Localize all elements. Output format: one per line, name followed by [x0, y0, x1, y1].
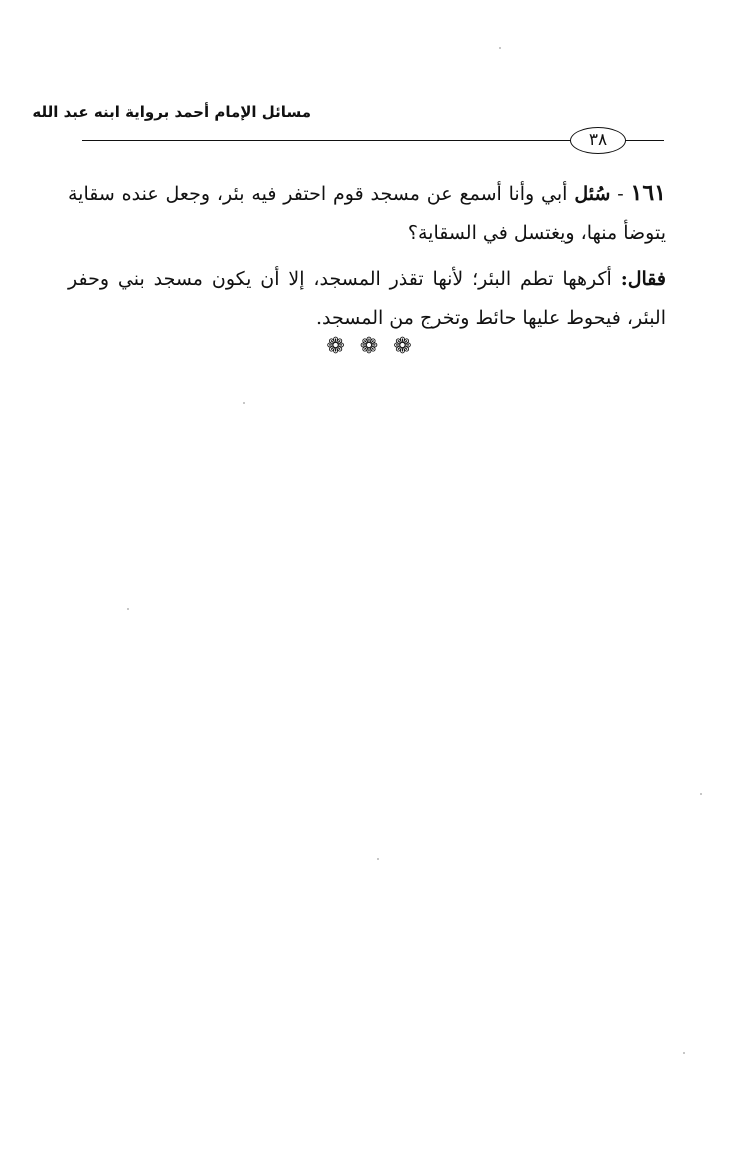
answer-text: أكرهها تطم البئر؛ لأنها تقذر المسجد، إلا أن يكون مسجد بني وحفر البئر، فيحوط عليها حائط وتخرج من المسجد. — [68, 268, 666, 329]
scan-speck — [377, 858, 379, 860]
answer-paragraph — [68, 260, 666, 338]
scan-speck — [700, 793, 702, 795]
section-divider-flowers: ❁ ❁ ❁ — [326, 334, 416, 359]
page-number: ٣٨ — [570, 127, 626, 154]
entry-number: ١٦١ — [630, 180, 666, 206]
answer-lead-word: فقال: — [620, 268, 666, 290]
question-text: أبي وأنا أسمع عن مسجد قوم احتفر فيه بئر، وجعل عنده سقاية يتوضأ منها، ويغتسل في السقاية؟ — [68, 183, 666, 244]
question-paragraph — [68, 174, 666, 253]
scan-speck — [683, 1052, 685, 1054]
entry-dash: - — [610, 183, 631, 205]
scan-speck — [127, 608, 129, 610]
scan-speck — [243, 402, 245, 404]
running-header: مسائل الإمام أحمد برواية ابنه عبد الله — [32, 103, 311, 121]
scan-speck — [499, 47, 501, 49]
question-lead-word: سُئل — [574, 183, 611, 205]
